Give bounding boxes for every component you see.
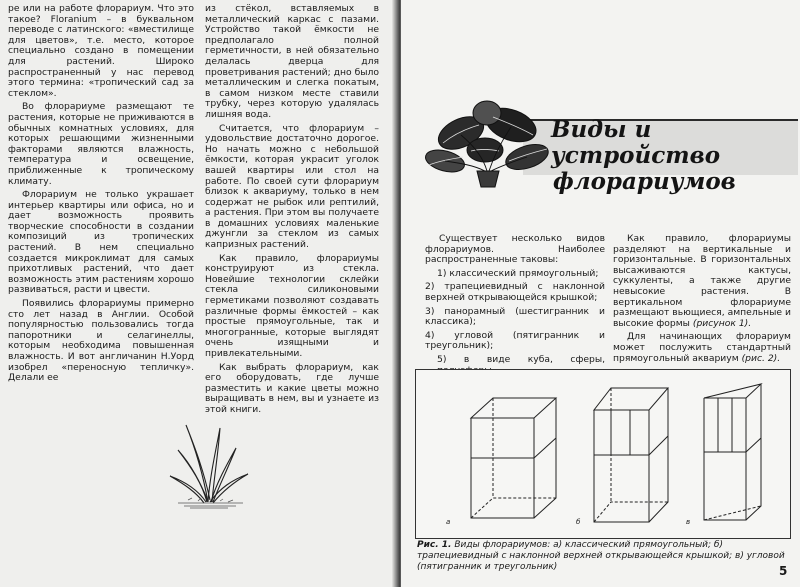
- list-item: 1) классический прямоугольный;: [437, 267, 599, 279]
- left-column-2: [205, 4, 379, 419]
- paragraph-text: Как правило, флорариумы разделяют на вертикальные и горизонтальные. В горизонтальных высаживаются кактусы, суккуленты, а также другие невысокие растения. В вертикальном флорариуме размещают вьющиеся, ампельные и высокие формы: [613, 233, 791, 329]
- paragraph-text: Для начинающих флорариум может послужить стандартный прямоугольный аквариум: [613, 331, 791, 364]
- paragraph: Как правило, флорариумы конструируют из стекла. Новейшие технологии склейки стекла силиконовыми герметиками позволяют создавать различные формы ёмкостей – как простые прямоугольные, так и многогранные, которые выглядят очень изящными и привлекательными.: [205, 252, 379, 359]
- florarium-drawings: [416, 370, 790, 538]
- figure-reference: (рис. 2).: [741, 352, 781, 364]
- chapter-title: [551, 117, 800, 195]
- right-column-2: [613, 234, 791, 367]
- figure-label-b: б: [576, 518, 581, 526]
- figure-label-a: а: [446, 518, 451, 526]
- paragraph: Появились флорариумы примерно сто лет назад в Англии. Особой популярностью пользовались тогда папоротники и селагинеллы, которым необходима повышенная влажность. И вот англичанин Н.Уорд изобрел «переносную тепличку». Делали ее: [8, 298, 194, 384]
- potted-plant-illustration: [423, 95, 553, 193]
- paragraph: ре или на работе флорариум. Что это такое? Floranium – в буквальном переводе с латинского: «вместилище для цветов», т.е. место, которое специально создано в помещении для растений. Широко распространенный у нас перевод этого термина: «тропический сад за стеклом».: [8, 3, 194, 99]
- list-item: 3) панорамный (шестигранник и классика);: [425, 305, 605, 328]
- left-page: [0, 0, 397, 587]
- chapter-heading: [423, 95, 798, 193]
- page-number: 5: [779, 564, 788, 578]
- paragraph: Считается, что флорариум – удовольствие достаточно дорогое. Но начать можно с небольшой ёмкости, которая украсит уголок вашей квартиры или стол на работе. По своей сути флорариум близок к аквариуму, только в нем содержат не рыбок или рептилий, а растения. При этом вы получаете в домашних условиях маленькие джунгли за стеклом из самых капризных растений.: [205, 122, 379, 251]
- chapter-title-line-2: флорариумов: [553, 168, 736, 195]
- paragraph: из стёкол, вставляемых в металлический каркас с пазами. Устройство такой ёмкости не предполагало полной герметичности, в ней обязательно делалась дверца для проветривания растений; дно было металлическим и слегка покатым, в самом низком месте ставили трубку, через которую удалялась лишняя вода.: [205, 3, 379, 120]
- caption-label: Рис. 1.: [417, 540, 452, 550]
- paragraph: [613, 234, 791, 329]
- paragraph: Существует несколько видов флорариумов. Наиболее распространенные таковы:: [425, 233, 605, 266]
- list-item: 5) в виде куба, сферы,: [437, 353, 605, 365]
- paragraph: Флорариум не только украшает интерьер квартиры или офиса, но и дает возможность проявить творческие способности в создании композиций из тропических растений. В нем специально создается микроклимат для самых прихотливых растений, что дает возможность этим растениям хорошо развиваться, расти и цвести.: [8, 189, 194, 296]
- caption-text: Виды флорариумов: а) классический прямоугольный; б) трапециевидный с наклонной верхней открывающейся крышкой; в) угловой (пятигранник и треугольник): [417, 540, 785, 572]
- figure-label-c: в: [686, 518, 691, 526]
- paragraph: [613, 332, 791, 364]
- chapter-title-line-1: Виды и устройство: [551, 116, 721, 169]
- paragraph: Во флорариуме размещают те растения, которые не приживаются в обычных комнатных условиях, для которых решающими жизненными факторами являются влажность, температура и освещение, приближенные к тропическому климату.: [8, 101, 194, 187]
- figure-florarium-types: [415, 369, 791, 539]
- grass-plant-illustration: [158, 410, 258, 510]
- figure-caption: [417, 540, 793, 573]
- left-column-1: [8, 4, 194, 387]
- list-item: 4) угловой (пятигранник и треугольник);: [425, 329, 605, 352]
- list-item: 2) трапециевидный с наклонной верхней открывающейся крышкой;: [425, 281, 605, 303]
- figure-reference: (рисунок 1).: [692, 317, 752, 329]
- paragraph: Как выбрать флорариум, как его оборудовать, где лучше разместить и какие цветы можно выращивать в нем, вы и узнаете из этой книги.: [205, 361, 379, 415]
- right-column-1: [425, 234, 605, 379]
